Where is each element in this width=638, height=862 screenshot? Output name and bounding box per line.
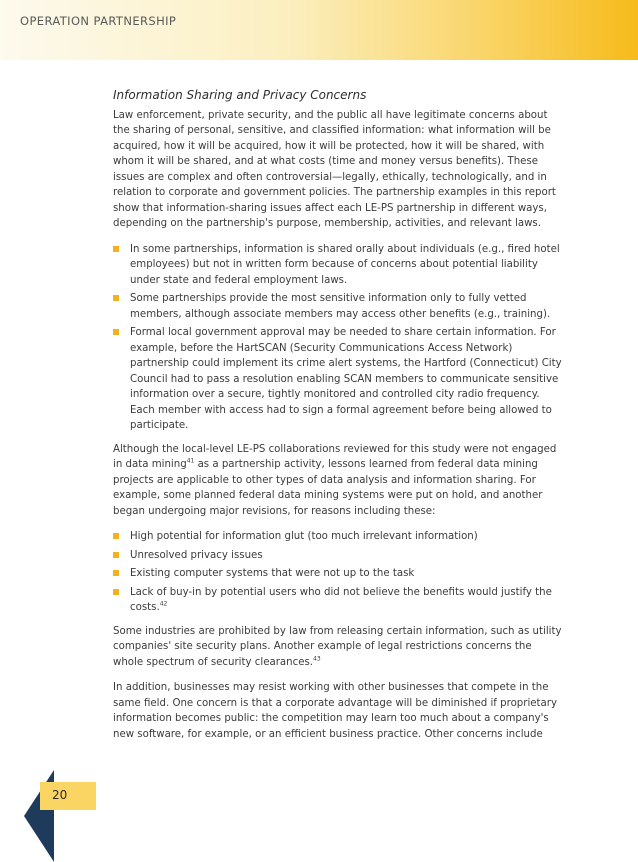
list-item: Existing computer systems that were not up to the task xyxy=(113,566,563,582)
square-bullet-icon xyxy=(113,246,119,252)
square-bullet-icon xyxy=(113,295,119,301)
intro-paragraph: Law enforcement, private security, and the public all have legitimate concerns about the sharing of personal, sensitive, and classified information: what information will be acquired, how it will be acquired, how it will be protected, how it will be shared, with whom it will be shared, and at what costs (time and money versus benefits). These issues are complex and often controversial—legally, ethically, technologically, and in relation to corporate and government policies. The partnership examples in this report show that information-sharing issues affect each LE-PS partnership in different ways, depending on the partnership's purpose, membership, activities, and relevant laws. xyxy=(113,109,556,229)
footnote-ref: 41 xyxy=(186,457,195,465)
bullet-list-reasons xyxy=(113,529,563,616)
competition-paragraph: In addition, businesses may resist working with other businesses that compete in the same field. One concern is that a corporate advantage will be diminished if proprietary information becomes public: the competition may learn too much about a company's new software, for example, or an efficient business practice. Other concerns include xyxy=(113,682,558,740)
square-bullet-icon xyxy=(113,589,119,595)
square-bullet-icon xyxy=(113,552,119,558)
footnote-ref: 43 xyxy=(313,655,321,663)
list-item: Unresolved privacy issues xyxy=(113,548,563,564)
footnote-ref: 42 xyxy=(159,600,168,608)
page-number-box xyxy=(40,782,96,810)
bullet-list-partnerships xyxy=(113,242,563,434)
list-item: Some partnerships provide the most sensitive information only to fully vetted members, although associate members may access other benefits (e.g., training). xyxy=(113,291,563,322)
main-content xyxy=(113,88,563,752)
list-item: Lack of buy-in by potential users who did not believe the benefits would justify the costs.$^{42}$ xyxy=(113,585,563,616)
legal-restrictions-paragraph: Some industries are prohibited by law from releasing certain information, such as utility companies' site security plans. Another example of legal restrictions concerns the whole spectrum of security clearances.$^{43}$ xyxy=(113,625,562,668)
list-item: In some partnerships, information is shared orally about individuals (e.g., fired hotel employees) but not in written form because of concerns about potential liability under state and federal employment laws. xyxy=(113,242,563,289)
square-bullet-icon xyxy=(113,570,119,576)
header-band xyxy=(0,0,638,60)
list-item: High potential for information glut (too much irrelevant information) xyxy=(113,529,563,545)
square-bullet-icon xyxy=(113,533,119,539)
data-mining-paragraph: Although the local-level LE-PS collaborations reviewed for this study were not engaged in data mining$^{41}$ as a partnership activity, lessons learned from federal data mining projects are applicable to other types of data analysis and information sharing. For example, some planned federal data mining systems were put on hold, and another began undergoing major revisions, for reasons including these: xyxy=(113,443,557,517)
square-bullet-icon xyxy=(113,329,119,335)
page-number: 20 xyxy=(52,788,68,802)
running-head: OPERATION PARTNERSHIP xyxy=(20,14,177,28)
list-item: Formal local government approval may be needed to share certain information. For example, before the HartSCAN (Security Communications Access Network) partnership could implement its crime alert systems, the Hartford (Connecticut) City Council had to pass a resolution enabling SCAN members to communicate sensitive information over a secure, tightly monitored and controlled city radio frequency. Each member with access had to sign a formal agreement before being allowed to participate. xyxy=(113,325,563,434)
section-heading: Information Sharing and Privacy Concerns xyxy=(113,88,367,102)
